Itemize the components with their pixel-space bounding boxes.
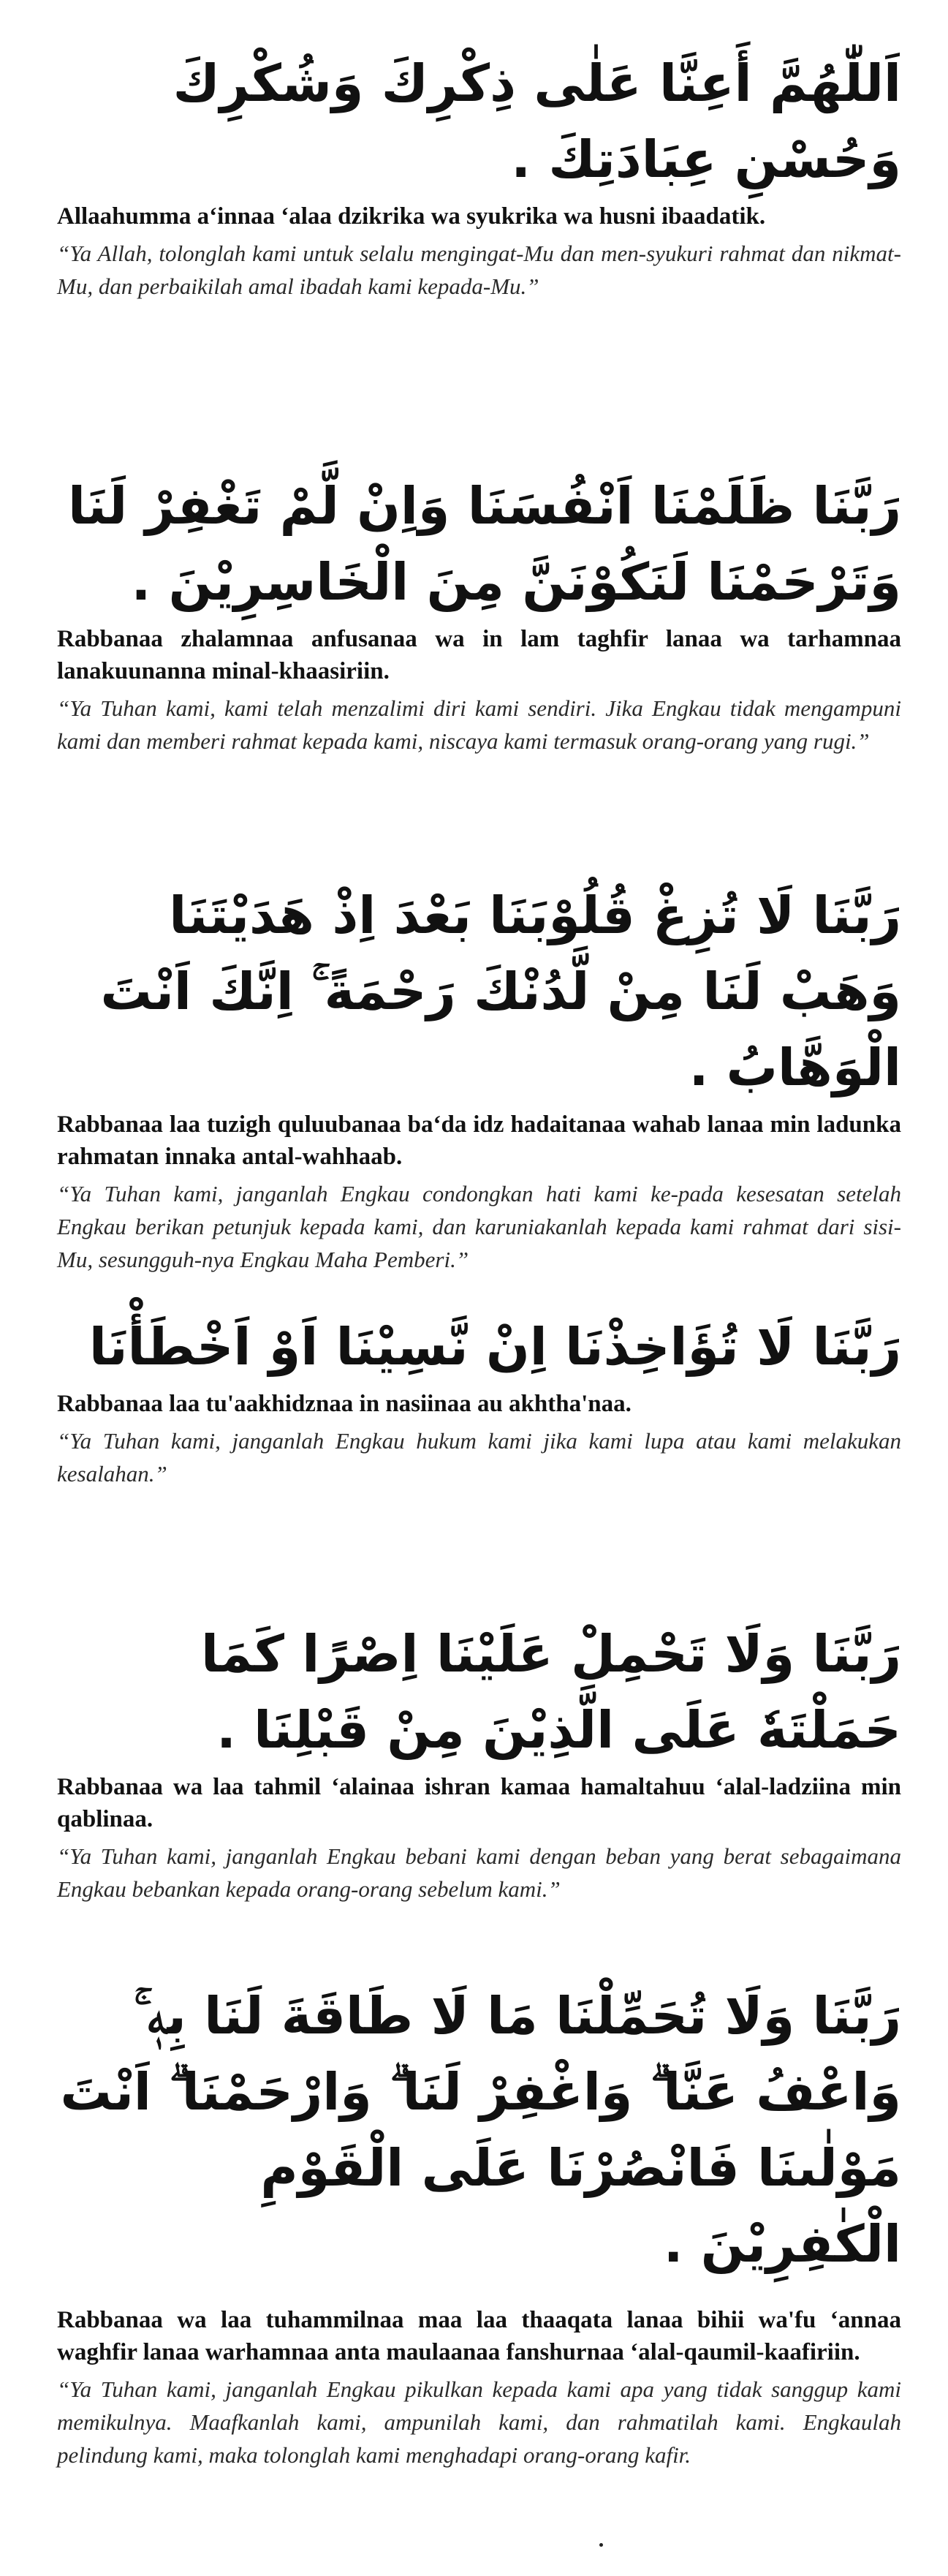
page-speck (599, 2543, 603, 2547)
meaning-text: “Ya Tuhan kami, janganlah Engkau hukum kami jika kami lupa atau kami melakukan kesalahan.” (57, 1428, 901, 1487)
arabic-text: رَبَّنَا لَا تُؤَاخِذْنَا اِنْ نَّسِيْنَا اَوْ اَخْطَأْنَا (88, 1317, 901, 1377)
meaning-text: “Ya Tuhan kami, janganlah Engkau condongkan hati kami ke-pada kesesatan setelah Engkau berikan petunjuk kepada kami, dan karuniakanlah kepada kami rahmat dari sisi-Mu, sesungguh-nya Engkau Maha Pemberi.” (57, 1181, 901, 1272)
meaning-text: “Ya Tuhan kami, janganlah Engkau pikulkan kepada kami apa yang tidak sanggup kami memikulnya. Maafkanlah kami, ampunilah kami, dan rahmatilah kami. Engkaulah pelindung kami, maka tolonglah kami menghadapi orang-orang kafir. (57, 2376, 901, 2468)
prayer-entry (57, 1309, 901, 1490)
prayer-entry (57, 45, 901, 303)
transliteration-text: Rabbanaa wa laa tuhammilnaa maa laa thaaqata lanaa bihii wa'fu ‘annaa waghfir lanaa warhamnaa anta maulaanaa fanshurnaa ‘alal-qaumil-kaafiriin. (57, 2307, 901, 2365)
meaning-text: “Ya Allah, tolonglah kami untuk selalu mengingat-Mu dan men-syukuri rahmat dan nikmat-Mu, dan perbaikilah amal ibadah kami kepada-Mu.” (57, 241, 901, 299)
meaning-text: “Ya Tuhan kami, kami telah menzalimi diri kami sendiri. Jika Engkau tidak mengampuni kami dan memberi rahmat kepada kami, niscaya kami termasuk orang-orang yang rugi.” (57, 695, 901, 754)
transliteration-text: Allaahumma a‘innaa ‘alaa dzikrika wa syukrika wa husni ibaadatik. (57, 203, 766, 230)
transliteration-text: Rabbanaa laa tu'aakhidznaa in nasiinaa au akhtha'naa. (57, 1391, 632, 1417)
transliteration-text: Rabbanaa wa laa tahmil ‘alainaa ishran kamaa hamaltahuu ‘alal-ladziina min qablinaa. (57, 1774, 901, 1832)
arabic-text: اَللّٰهُمَّ أَعِنَّا عَلٰى ذِكْرِكَ وَشُكْرِكَ وَحُسْنِ عِبَادَتِكَ . (172, 53, 901, 189)
prayer-entry (57, 877, 901, 1276)
prayer-entry (57, 1978, 901, 2471)
transliteration-text: Rabbanaa laa tuzigh quluubanaa ba‘da idz hadaitanaa wahab lanaa min ladunka rahmatan innaka antal-wahhaab. (57, 1111, 901, 1170)
arabic-text: رَبَّنَا وَلَا تَحْمِلْ عَلَيْنَا اِصْرًا كَمَا حَمَلْتَهٗ عَلَى الَّذِيْنَ مِنْ قَبْلِنَا . (201, 1624, 901, 1760)
meaning-text: “Ya Tuhan kami, janganlah Engkau bebani kami dengan beban yang berat sebagaimana Engkau bebankan kepada orang-orang sebelum kami.” (57, 1843, 901, 1902)
arabic-text: رَبَّنَا وَلَا تُحَمِّلْنَا مَا لَا طَاقَةَ لَنَا بِهٖ ۚ وَاعْفُ عَنَّا ۗ وَاغْفِرْ لَنَا ۗ وَارْحَمْنَا ۗ اَنْتَ مَوْلٰىنَا فَانْصُرْنَا عَلَى الْقَوْمِ الْكٰفِرِيْنَ . (60, 1986, 901, 2274)
arabic-text: رَبَّنَا ظَلَمْنَا اَنْفُسَنَا وَاِنْ لَّمْ تَغْفِرْ لَنَا وَتَرْحَمْنَا لَنَكُوْنَنَّ مِنَ الْخَاسِرِيْنَ . (68, 476, 901, 612)
transliteration-text: Rabbanaa zhalamnaa anfusanaa wa in lam taghfir lanaa wa tarhamnaa lanakuunanna minal-khaasiriin. (57, 626, 901, 684)
prayer-entry (57, 1616, 901, 1905)
prayer-entry (57, 468, 901, 758)
arabic-text: رَبَّنَا لَا تُزِغْ قُلُوْبَنَا بَعْدَ اِذْ هَدَيْتَنَا وَهَبْ لَنَا مِنْ لَّدُنْكَ رَحْمَةً ۚ اِنَّكَ اَنْتَ الْوَهَّابُ . (100, 885, 901, 1098)
